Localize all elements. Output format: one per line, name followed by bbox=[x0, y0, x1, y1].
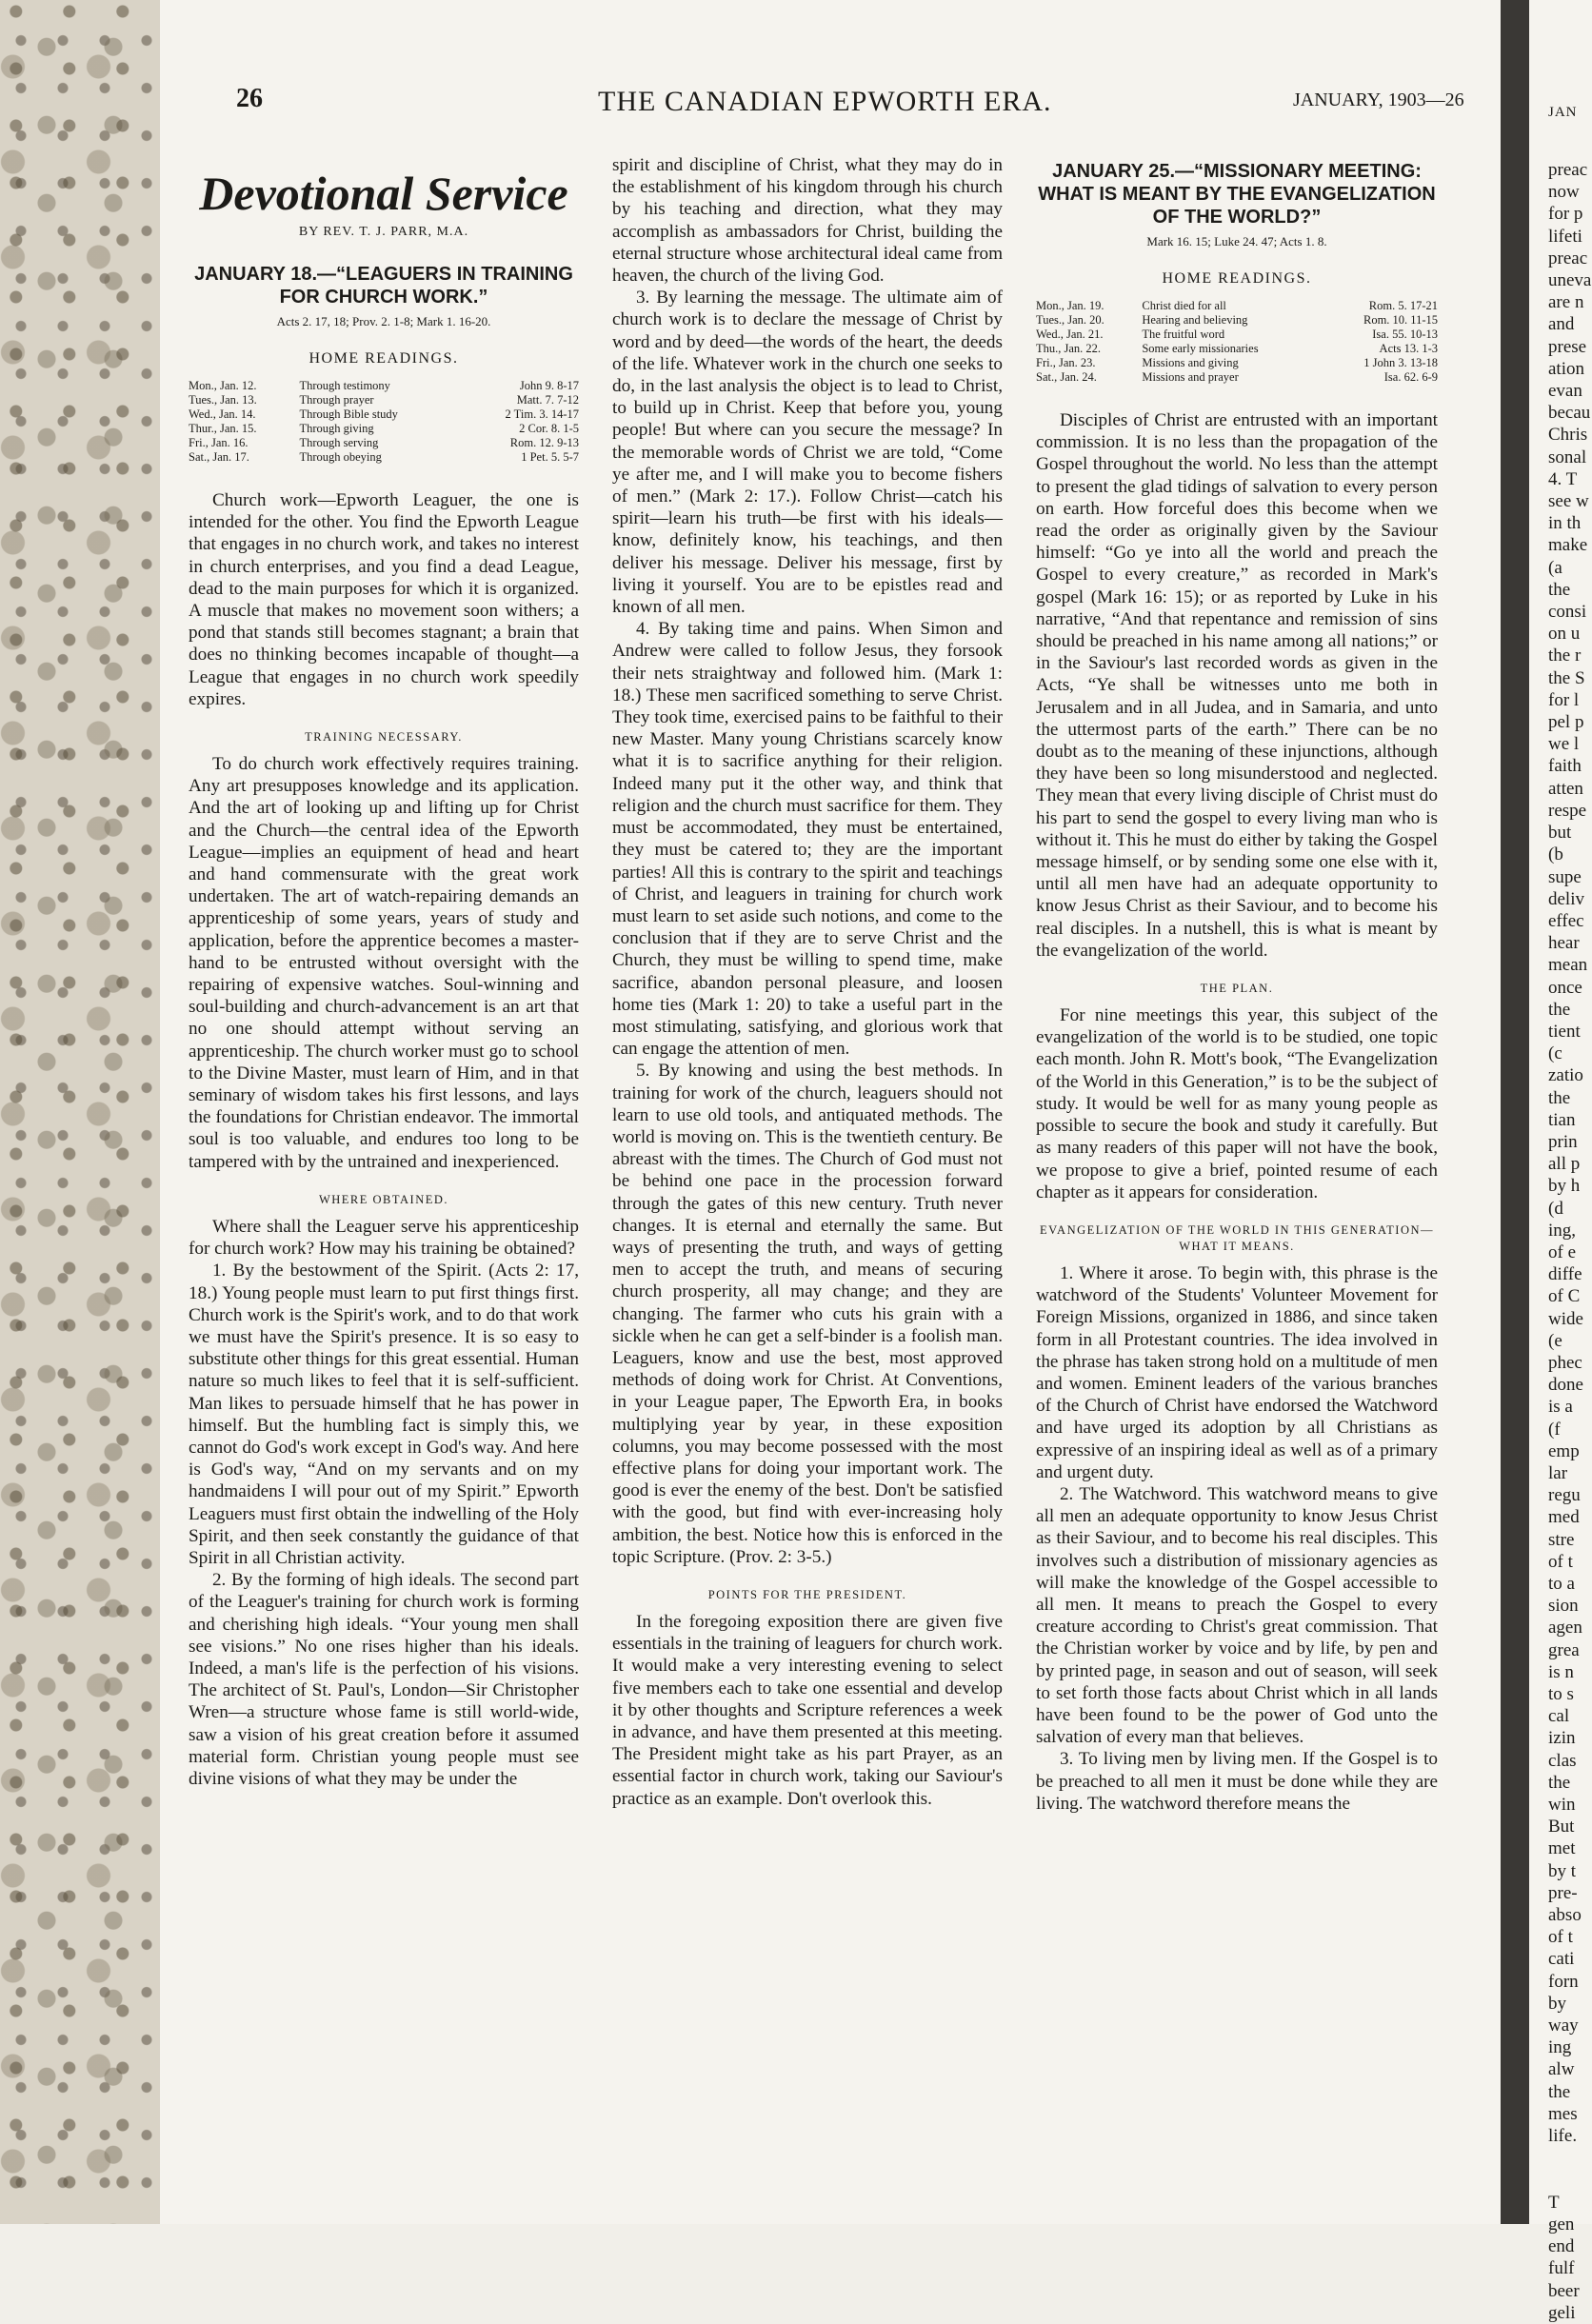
next-page-fragment: on u bbox=[1548, 624, 1581, 645]
next-page-fragment: by h bbox=[1548, 1176, 1581, 1197]
topic-heading-jan-25: JANUARY 25.—“MISSIONARY MEETING: WHAT IS MEANT BY THE EVANGELIZATION OF THE WORLD?” bbox=[1038, 161, 1436, 228]
next-page-fragment: the bbox=[1548, 579, 1571, 600]
next-page-fragment: by t bbox=[1548, 1860, 1577, 1881]
next-page-fragment: sonal bbox=[1548, 447, 1587, 467]
next-page-fragment: (a bbox=[1548, 557, 1562, 578]
next-page-fragment: for p bbox=[1548, 204, 1583, 225]
paragraph-time-and-pains: 4. By taking time and pains. When Simon and Andrew were called to follow Jesus, they forsook their nets straightway and followed him. (Mark 1: 18.) These men sacrificed something to serve Christ. They took time, exercised pains to be faithful to their new Master. Many young Christians scarcely know what it is to sacrifice anything for their religion. Indeed many put it the other way, and think that religion and the church must sacrifice for them. They must be accommodated, they must be entertained, they must be catered to; they are the important parties! All this is contrary to the spirit and teachings of Christ, and leaguers in training for church work must learn to set aside such notions, and come to the conclusion that if they are to serve Christ and the Church, they must be willing to spend time, make sacrifice, abandon personal pleasure, and loosen home ties (Mark 1: 20) to take a useful part in the most stimulating, satisfying, and glorious work that can engage the attention of men. bbox=[612, 619, 1003, 1060]
byline: BY REV. T. J. PARR, M.A. bbox=[298, 225, 469, 239]
reading-row bbox=[189, 422, 579, 436]
reading-day: Wed., Jan. 21. bbox=[1036, 328, 1104, 341]
next-page-fragment: lar bbox=[1548, 1462, 1568, 1483]
next-page-fragment: life. bbox=[1548, 2126, 1578, 2147]
next-page-fragment: clas bbox=[1548, 1750, 1577, 1771]
next-page-fragment: end bbox=[1548, 2236, 1575, 2257]
subhead-training-necessary: TRAINING NECESSARY. bbox=[305, 730, 463, 745]
next-page-fragment: the r bbox=[1548, 646, 1582, 666]
reading-topic: Christ died for all bbox=[1142, 299, 1226, 312]
next-page-fragment: prese bbox=[1548, 336, 1587, 357]
reading-row bbox=[189, 407, 579, 422]
next-page-fragment: effec bbox=[1548, 910, 1584, 931]
paragraph-living-men: 3. To living men by living men. If the Gospel is to be preached to all men it must be done while they are living. The watchword therefore means the bbox=[1036, 1749, 1438, 1814]
next-page-fragment: fulf bbox=[1548, 2258, 1575, 2279]
next-page-fragment: of t bbox=[1548, 1927, 1573, 1948]
next-page-fragment: agen bbox=[1548, 1618, 1582, 1639]
next-page-fragment: cati bbox=[1548, 1949, 1575, 1970]
next-page-fragment: diffe bbox=[1548, 1264, 1582, 1285]
home-readings-title: HOME READINGS. bbox=[308, 350, 459, 367]
next-page-fragment: we l bbox=[1548, 734, 1580, 755]
next-page-fragment: the bbox=[1548, 1772, 1571, 1793]
topic-heading-jan-18: JANUARY 18.—“LEAGUERS IN TRAINING FOR CHURCH WORK.” bbox=[194, 264, 573, 308]
reading-day: Thur., Jan. 15. bbox=[189, 422, 257, 435]
paragraph-watchword: 2. The Watchword. This watchword means to give all men an adequate opportunity to know Jesus Christ as their Saviour, and to become his real disciples. This involves such a distribution of missionary agencies as will make the knowledge of the Gospel accessible to all men. It means to preach the Gospel to every creature according to Christ's great commission. That the Christian worker by voice and by life, by pen and by printed page, in season and out of season, will seek to set forth those facts about Christ which in all lands have been found to be the power of God unto the salvation of every man that believes. bbox=[1036, 1483, 1438, 1748]
next-page-fragment: T bbox=[1548, 2192, 1560, 2213]
reading-topic: Missions and giving bbox=[1142, 356, 1239, 369]
next-page-fragment: atten bbox=[1548, 778, 1583, 799]
reading-day: Wed., Jan. 14. bbox=[189, 407, 256, 421]
reading-topic: Through giving bbox=[299, 422, 374, 435]
next-page-fragment: (c bbox=[1548, 1043, 1562, 1064]
paragraph-intro: Disciples of Christ are entrusted with an important commission. It is no less than the propagation of the Gospel throughout the world. No less than the attempt to present the glad tidings of salvation to every person on earth. How forceful does this become when we read the order as originally given by the Saviour himself: “Go ye into all the world and preach the Gospel to every creature,” as recorded in Mark's gospel (Mark 16: 15); or as reported by Luke in his narrative, “And that repentance and remission of sins should be preached in his name among all nations;” or in the Saviour's last recorded words as given in the Acts, “Ye shall be witnesses unto me both in Jerusalem and in all Judea, and in Samaria, and unto the uttermost parts of the earth.” There can be no doubt as to the meaning of these injunctions, although they have been so long misunderstood and neglected. They mean that every living disciple of Christ must do his part to send the gospel to every living man who is without it. This he must do either by taking the Gospel message himself, or by sending some one else with it, until all men have had an adequate opportunity to know Jesus Christ as their Saviour, and to become his real disciples. In a nutshell, this is what is meant by the evangelization of the world. bbox=[1036, 410, 1438, 961]
next-page-fragment: but bbox=[1548, 823, 1572, 844]
reading-row bbox=[1036, 328, 1438, 342]
reading-day: Tues., Jan. 13. bbox=[189, 393, 257, 407]
next-page-fragment: (b bbox=[1548, 844, 1563, 865]
reading-row bbox=[1036, 370, 1438, 385]
next-page-fragment: tian bbox=[1548, 1109, 1576, 1130]
next-page-fragment: ing, bbox=[1548, 1220, 1577, 1241]
reading-topic: Hearing and believing bbox=[1142, 313, 1248, 327]
next-page-fragment: way bbox=[1548, 2016, 1579, 2036]
next-page-fragment: izin bbox=[1548, 1728, 1576, 1749]
next-page-fragment: lifeti bbox=[1548, 226, 1582, 247]
next-page-fragment: emp bbox=[1548, 1440, 1580, 1461]
next-page-fragment: zatio bbox=[1548, 1065, 1583, 1086]
next-page-fragment: of e bbox=[1548, 1241, 1577, 1262]
issue-date: JANUARY, 1903—26 bbox=[1293, 89, 1464, 110]
reading-topic: Missions and prayer bbox=[1142, 370, 1239, 384]
reading-reference: Rom. 5. 17-21 bbox=[1368, 299, 1438, 312]
next-page-fragment: becau bbox=[1548, 403, 1591, 424]
reading-day: Fri., Jan. 16. bbox=[189, 436, 249, 449]
next-page-fragment: deliv bbox=[1548, 888, 1584, 909]
next-page-fragment: gen bbox=[1548, 2214, 1575, 2235]
next-page-fragment: done bbox=[1548, 1375, 1583, 1396]
reading-reference: 1 Pet. 5. 5-7 bbox=[521, 450, 579, 464]
reading-topic: The fruitful word bbox=[1142, 328, 1225, 341]
subhead-points-for-president: POINTS FOR THE PRESIDENT. bbox=[707, 1588, 907, 1601]
next-page-fragment: regu bbox=[1548, 1485, 1581, 1506]
next-page-fragment bbox=[1548, 2169, 1592, 2191]
reading-row bbox=[1036, 342, 1438, 356]
next-page-fragment: and bbox=[1548, 314, 1575, 335]
next-page-fragment: all p bbox=[1548, 1154, 1581, 1175]
next-page-fragment: now bbox=[1548, 182, 1580, 203]
next-page-fragment: evan bbox=[1548, 381, 1582, 402]
next-page-fragment: But bbox=[1548, 1817, 1575, 1837]
reading-reference: 1 John 3. 13-18 bbox=[1363, 356, 1438, 369]
next-page-fragment: to a bbox=[1548, 1574, 1575, 1594]
next-page-fragment bbox=[1548, 2147, 1592, 2169]
next-page-running-head: JAN bbox=[1548, 105, 1578, 120]
reading-topic: Through prayer bbox=[299, 393, 374, 407]
reading-row bbox=[189, 436, 579, 450]
paragraph-spirit: 1. By the bestowment of the Spirit. (Acts 2: 17, 18.) Young people must learn to put first things first. Church work is the Spirit's work, and to do that work we must have the Spirit's presence. It is so easy to substitute other things for this great essential. Human nature so much likes to feel that it is self-sufficient. Man likes to persuade himself that he has power in himself. But the humbling fact is simply this, we cannot do God's work except in God's way. And here is God's way, “And on my servants and on my handmaidens I will pour out of my Spirit.” Epworth Leaguers must first obtain the indwelling of the Holy Spirit, and then seek constantly the guidance of that Spirit in all Christian activity. bbox=[189, 1261, 579, 1568]
reading-row bbox=[189, 450, 579, 465]
next-page-edge bbox=[1529, 0, 1592, 2323]
next-page-fragment: the S bbox=[1548, 667, 1585, 688]
reading-reference: Rom. 10. 11-15 bbox=[1363, 313, 1438, 327]
next-page-fragment: preac bbox=[1548, 160, 1588, 180]
paragraph-training: To do church work effectively requires training. Any art presupposes knowledge and its application. And the art of looking up and lifting up for Christ and the Church—the central idea of the Epworth League—implies an equipment of head and heart and hand commensurate with the great work undertaken. The art of watch-repairing demands an apprenticeship of some years, years of study and application, before the apprentice becomes a master-hand to be entrusted without oversight with the repairing of expensive watches. Soul-winning and soul-building and church-advancement is an art that no one should attempt without serving an apprenticeship. The church worker must go to school to the Divine Master, must learn of Him, and in that seminary of wisdom takes his first lessons, and lays the foundations for Christian endeavor. The immortal soul is too valuable, and endures too long to be tampered with by the untrained and inexperienced. bbox=[189, 754, 579, 1172]
reading-reference: Isa. 55. 10-13 bbox=[1372, 328, 1438, 341]
next-page-fragment: pre- bbox=[1548, 1882, 1578, 1903]
home-readings-table bbox=[1036, 299, 1438, 385]
next-page-fragment: tient bbox=[1548, 1021, 1581, 1042]
next-page-fragment: cal bbox=[1548, 1706, 1570, 1727]
next-page-fragment: med bbox=[1548, 1507, 1580, 1528]
next-page-fragment: grea bbox=[1548, 1639, 1580, 1660]
column-1 bbox=[189, 154, 579, 2201]
next-page-fragment: is a bbox=[1548, 1397, 1573, 1418]
scripture-references: Mark 16. 15; Luke 24. 47; Acts 1. 8. bbox=[1146, 234, 1327, 248]
next-page-fragment: for l bbox=[1548, 689, 1580, 710]
next-page-fragment: beer bbox=[1548, 2280, 1580, 2301]
section-title: Devotional Service bbox=[199, 167, 568, 220]
paragraph-where: Where shall the Leaguer serve his apprenticeship for church work? How may his training be obtained? bbox=[189, 1216, 579, 1260]
next-page-fragment: see w bbox=[1548, 491, 1589, 512]
next-page-fragment: (d bbox=[1548, 1198, 1563, 1219]
next-page-fragment: abso bbox=[1548, 1905, 1582, 1926]
next-page-fragment: to s bbox=[1548, 1684, 1574, 1705]
reading-reference: John 9. 8-17 bbox=[519, 379, 579, 392]
reading-reference: Isa. 62. 6-9 bbox=[1383, 370, 1438, 384]
next-page-fragment: ing bbox=[1548, 2037, 1572, 2058]
scripture-references: Acts 2. 17, 18; Prov. 2. 1-8; Mark 1. 16-20. bbox=[276, 314, 491, 328]
next-page-fragment: hear bbox=[1548, 933, 1580, 954]
reading-reference: Acts 13. 1-3 bbox=[1379, 342, 1438, 355]
reading-reference: 2 Tim. 3. 14-17 bbox=[505, 407, 579, 421]
paragraph-intro: Church work—Epworth Leaguer, the one is intended for the other. You find the Epworth League that engages in no church work, and takes no interest in church enterprises, and you find a dead League, dead to the main purposes for which it is organized. A muscle that makes no movement soon withers; a pond that stands still becomes stagnant; a brain that does no thinking becomes incapable of thought—a League that engages in no church work speedily expires. bbox=[189, 490, 579, 709]
subhead-the-plan: THE PLAN. bbox=[1200, 982, 1274, 996]
reading-day: Tues., Jan. 20. bbox=[1036, 313, 1104, 327]
subhead-evangelization-meaning: EVANGELIZATION OF THE WORLD IN THIS GENERATION—WHAT IT MEANS. bbox=[1040, 1222, 1434, 1253]
next-page-fragment: of t bbox=[1548, 1551, 1573, 1572]
next-page-fragment: (e bbox=[1548, 1330, 1562, 1351]
subhead-where-obtained: WHERE OBTAINED. bbox=[318, 1192, 449, 1206]
next-page-fragment: preac bbox=[1548, 248, 1588, 268]
reading-topic: Through testimony bbox=[299, 379, 390, 392]
next-page-fragment: supe bbox=[1548, 866, 1582, 887]
reading-day: Sat., Jan. 17. bbox=[189, 450, 249, 464]
paragraph-ideals: 2. By the forming of high ideals. The second part of the Leaguer's training for church work is forming and cherishing high ideals. “Your young men shall see visions.” No one rises higher than his ideals. Indeed, a man's life is the perfection of his visions. The architect of St. Paul's, London—Sir Christopher Wren—a structure whose fame is still world-wide, saw a vision of his great creation before it assumed material form. Christian young people must see divine visions of what they may be under the bbox=[189, 1570, 579, 1789]
next-page-fragment: prin bbox=[1548, 1131, 1578, 1152]
next-page-fragment: respe bbox=[1548, 800, 1587, 821]
column-3 bbox=[1036, 154, 1438, 2201]
next-page-fragment: win bbox=[1548, 1795, 1576, 1816]
reading-day: Thu., Jan. 22. bbox=[1036, 342, 1102, 355]
next-page-fragment: consi bbox=[1548, 602, 1587, 623]
next-page-fragment: is n bbox=[1548, 1661, 1574, 1682]
next-page-fragment: faith bbox=[1548, 756, 1582, 777]
paragraph-points: In the foregoing exposition there are given five essentials in the training of leaguers for church work. It would make a very interesting evening to select five members each to take one essential and develop it by other thoughts and Scripture references a week in advance, and have them presented at this meeting. The President might take as his part Prayer, as an essential factor in church work, taking our Saviour's practice as an example. Don't overlook this. bbox=[612, 1612, 1003, 1809]
magazine-page bbox=[160, 0, 1501, 2224]
page-number: 26 bbox=[236, 84, 263, 113]
reading-day: Mon., Jan. 12. bbox=[189, 379, 257, 392]
reading-topic: Through obeying bbox=[299, 450, 382, 464]
next-page-fragment: once bbox=[1548, 977, 1582, 998]
next-page-fragment: of C bbox=[1548, 1286, 1581, 1307]
book-spine bbox=[1501, 0, 1529, 2224]
paragraph-continued: spirit and discipline of Christ, what they may do in the establishment of his kingdom through his church by his teaching and direction, what they may accomplish as ambassadors for Christ, building the eternal structure whose architectural ideal came from heaven, the church of the living God. bbox=[612, 155, 1003, 287]
reading-topic: Through serving bbox=[299, 436, 379, 449]
reading-row bbox=[1036, 299, 1438, 313]
reading-day: Mon., Jan. 19. bbox=[1036, 299, 1104, 312]
reading-day: Sat., Jan. 24. bbox=[1036, 370, 1097, 384]
next-page-fragment: alw bbox=[1548, 2059, 1575, 2080]
reading-day: Fri., Jan. 23. bbox=[1036, 356, 1096, 369]
next-page-fragment: uneva bbox=[1548, 270, 1592, 291]
column-2 bbox=[612, 154, 1003, 2201]
reading-row bbox=[189, 379, 579, 393]
reading-topic: Some early missionaries bbox=[1142, 342, 1259, 355]
reading-reference: Rom. 12. 9-13 bbox=[509, 436, 579, 449]
next-page-fragment: the bbox=[1548, 999, 1571, 1020]
next-page-fragment: 4. T bbox=[1548, 468, 1578, 489]
next-page-fragment: are n bbox=[1548, 292, 1584, 313]
next-page-fragment: mes bbox=[1548, 2103, 1578, 2124]
next-page-fragment: ation bbox=[1548, 358, 1584, 379]
next-page-fragment: phec bbox=[1548, 1352, 1582, 1373]
paragraph-where-it-arose: 1. Where it arose. To begin with, this phrase is the watchword of the Students' Volunteer Movement for Foreign Missions, organized in 1886, and since taken form in all Protestant countries. The idea involved in the phrase has taken strong hold on a multitude of men and women. Eminent leaders of the various branches of the Church of Christ have endorsed the Watchword and have urged its adoption by all Christians as expressive of an inspiring ideal as well as of a primary and urgent duty. bbox=[1036, 1262, 1438, 1482]
home-readings-title: HOME READINGS. bbox=[1162, 270, 1312, 287]
next-page-fragment: (f bbox=[1548, 1419, 1561, 1440]
paragraph-message: 3. By learning the message. The ultimate aim of church work is to declare the message of Christ by word and by deed—the words of the heart, the deeds of the life. Whatever work in the church one seeks to do, in the last analysis the object is to lead to Christ, to build up in Christ. Keep that before you, young people! But where can you secure the message? In the memorable words of Christ we are told, “Come ye after me, and I will make you to become fishers of men.” (Mark 2: 17.). Follow Christ—catch his spirit—learn his truth—be first with his ideals—know, definitely know, his teachings, and then deliver his message. Deliver his message, first by living it yourself. You are to be epistles read and known of all men. bbox=[612, 288, 1003, 618]
next-page-fragment: pel p bbox=[1548, 712, 1584, 733]
paragraph-best-methods: 5. By knowing and using the best methods. In training for work of the church, leaguers should not learn to use old tools, and antiquated methods. The world is moving on. This is the twentieth century. Be abreast with the times. The Church of God must not be behind one pace in the procession forward through the gates of this new century. Truth never changes. It is eternal and eternally the same. But ways of presenting the truth, and ways of getting men to accept the truth, and means of securing church prosperity, all may change; and they are changing. The farmer who cuts his grain with a sickle when he can get a self-binder is a foolish man. Leaguers, know and use the best, most approved methods of doing work for Christ. At Conventions, in your League paper, The Epworth Era, in books multiplying year by year, in these exposition columns, you may become possessed with the most effective plans for doing your important work. The good is ever the enemy of the best. Don't be satisfied with the good, but find with ever-increasing holy ambition, the best. Notice how this is enforced in the topic Scripture. (Prov. 2: 3-5.) bbox=[612, 1061, 1003, 1567]
floral-border bbox=[0, 0, 160, 2224]
next-page-fragment: geli bbox=[1548, 2302, 1576, 2323]
next-page-fragments bbox=[1529, 159, 1592, 2324]
next-page-fragment: make bbox=[1548, 535, 1588, 556]
next-page-fragment: the bbox=[1548, 2081, 1571, 2102]
next-page-fragment: wide bbox=[1548, 1308, 1583, 1329]
home-readings-table bbox=[189, 379, 579, 465]
next-page-fragment: stre bbox=[1548, 1529, 1575, 1550]
journal-title: THE CANADIAN EPWORTH ERA. bbox=[598, 86, 1052, 117]
reading-topic: Through Bible study bbox=[299, 407, 398, 421]
paragraph-plan: For nine meetings this year, this subject of the evangelization of the world is to be studied, one topic each month. John R. Mott's book, “The Evangelization of the World in this Generation,” is to be the subject of study. It would be well for as many young people as possible to secure the book and study it carefully. But as many readers of this paper will not have the book, we propose to give a brief, pointed resume of each chapter as it appears for consideration. bbox=[1036, 1005, 1438, 1202]
next-page-fragment: sion bbox=[1548, 1596, 1579, 1617]
reading-row bbox=[1036, 313, 1438, 328]
next-page-fragment: mean bbox=[1548, 955, 1588, 976]
next-page-fragment: by bbox=[1548, 1993, 1566, 2014]
reading-row bbox=[1036, 356, 1438, 370]
next-page-fragment: in th bbox=[1548, 513, 1582, 534]
next-page-fragment: met bbox=[1548, 1838, 1576, 1859]
reading-reference: 2 Cor. 8. 1-5 bbox=[519, 422, 579, 435]
next-page-fragment: Chris bbox=[1548, 425, 1588, 446]
reading-reference: Matt. 7. 7-12 bbox=[516, 393, 579, 407]
running-head bbox=[198, 84, 1502, 122]
next-page-fragment: forn bbox=[1548, 1971, 1579, 1992]
next-page-fragment: the bbox=[1548, 1087, 1571, 1108]
reading-row bbox=[189, 393, 579, 407]
